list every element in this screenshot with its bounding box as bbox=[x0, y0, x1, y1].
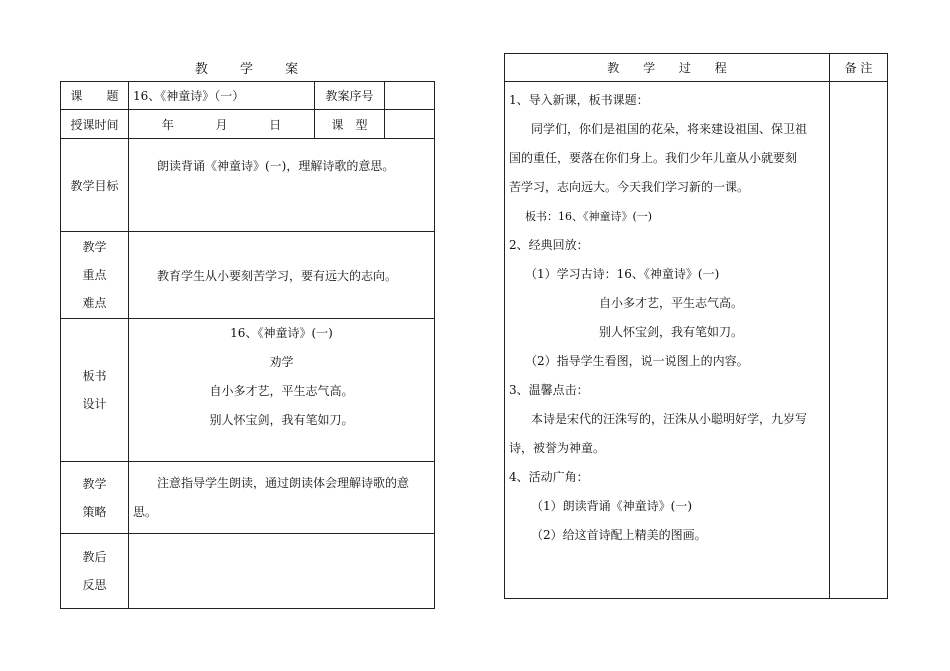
process-line: （1）学习古诗：16、《神童诗》(一) bbox=[525, 267, 720, 281]
board-design-content bbox=[129, 319, 435, 462]
serial-value bbox=[385, 82, 435, 110]
date-day: 日 bbox=[269, 117, 282, 132]
board-line: 劝学 bbox=[269, 355, 294, 369]
title-char: 案 bbox=[285, 62, 300, 77]
key-label-line: 重点 bbox=[82, 268, 107, 282]
reflection-content bbox=[129, 534, 435, 609]
process-line: 诗，被誉为神童。 bbox=[509, 441, 606, 455]
reflection-label-line: 教后 bbox=[82, 550, 107, 564]
process-header-char: 学 bbox=[643, 61, 656, 75]
key-points-text: 教育学生从小要刻苦学习，要有远大的志向。 bbox=[129, 232, 435, 319]
process-line: 本诗是宋代的汪洙写的，汪洙从小聪明好学，九岁写 bbox=[531, 412, 808, 426]
note-content bbox=[830, 82, 888, 599]
topic-value: 16、《神童诗》（一） bbox=[129, 82, 315, 110]
time-label: 授课时间 bbox=[61, 110, 129, 139]
key-label-line: 教学 bbox=[82, 240, 107, 254]
process-line: （2）指导学生看图，说一说图上的内容。 bbox=[525, 354, 749, 368]
key-points-label bbox=[61, 232, 129, 319]
title-char: 教 bbox=[194, 62, 209, 77]
board-line: 别人怀宝剑，我有笔如刀。 bbox=[209, 413, 354, 427]
serial-label: 教案序号 bbox=[315, 82, 385, 110]
type-label: 课 型 bbox=[315, 110, 385, 139]
process-line: 别人怀宝剑，我有笔如刀。 bbox=[599, 325, 744, 339]
topic-label: 课 题 bbox=[61, 82, 129, 110]
reflection-label-line: 反思 bbox=[82, 578, 107, 592]
process-line: 4、活动广角： bbox=[509, 470, 589, 484]
date-value bbox=[129, 110, 315, 139]
reflection-label bbox=[61, 534, 129, 609]
left-page-title bbox=[60, 58, 434, 77]
process-header-char: 过 bbox=[678, 61, 691, 75]
process-line: 国的重任，要落在你们身上。我们少年儿童从小就要刻 bbox=[509, 151, 798, 165]
process-line: （1）朗读背诵《神童诗》(一) bbox=[531, 499, 692, 513]
lesson-plan-table bbox=[60, 81, 435, 609]
board-line: 自小多才艺，平生志气高。 bbox=[209, 384, 354, 398]
process-line: 板书：16、《神童诗》(一) bbox=[525, 210, 653, 223]
note-header: 备 注 bbox=[830, 54, 888, 82]
process-line: 同学们，你们是祖国的花朵，将来建设祖国、保卫祖 bbox=[531, 122, 808, 136]
process-header-char: 程 bbox=[714, 61, 727, 75]
process-line: 1、导入新课，板书课题： bbox=[509, 93, 649, 107]
teaching-process-table bbox=[504, 53, 888, 599]
board-label-line: 板书 bbox=[82, 369, 107, 383]
process-header-char: 教 bbox=[607, 61, 620, 75]
process-content bbox=[505, 82, 830, 599]
goal-text: 朗读背诵《神童诗》(一)，理解诗歌的意思。 bbox=[129, 139, 435, 232]
process-header bbox=[505, 54, 830, 82]
date-month: 月 bbox=[215, 117, 228, 132]
title-char: 学 bbox=[239, 62, 254, 77]
key-label-line: 难点 bbox=[82, 296, 107, 310]
process-line: （2）给这首诗配上精美的图画。 bbox=[531, 528, 707, 542]
strategy-label-line: 策略 bbox=[82, 504, 107, 519]
board-label-line: 设计 bbox=[82, 397, 107, 411]
board-line: 16、《神童诗》(一) bbox=[230, 326, 333, 340]
process-line: 苦学习，志向远大。今天我们学习新的一课。 bbox=[509, 180, 750, 194]
strategy-label bbox=[61, 462, 129, 534]
strategy-text: 注意指导学生朗读，通过朗读体会理解诗歌的意思。 bbox=[129, 462, 435, 534]
strategy-label-line: 教学 bbox=[82, 476, 107, 491]
process-line: 2、经典回放： bbox=[509, 238, 589, 252]
date-year: 年 bbox=[161, 117, 174, 132]
goal-label: 教学目标 bbox=[61, 139, 129, 232]
process-line: 3、温馨点击： bbox=[509, 383, 589, 397]
board-design-label bbox=[61, 319, 129, 462]
type-value bbox=[385, 110, 435, 139]
process-line: 自小多才艺，平生志气高。 bbox=[599, 296, 744, 310]
